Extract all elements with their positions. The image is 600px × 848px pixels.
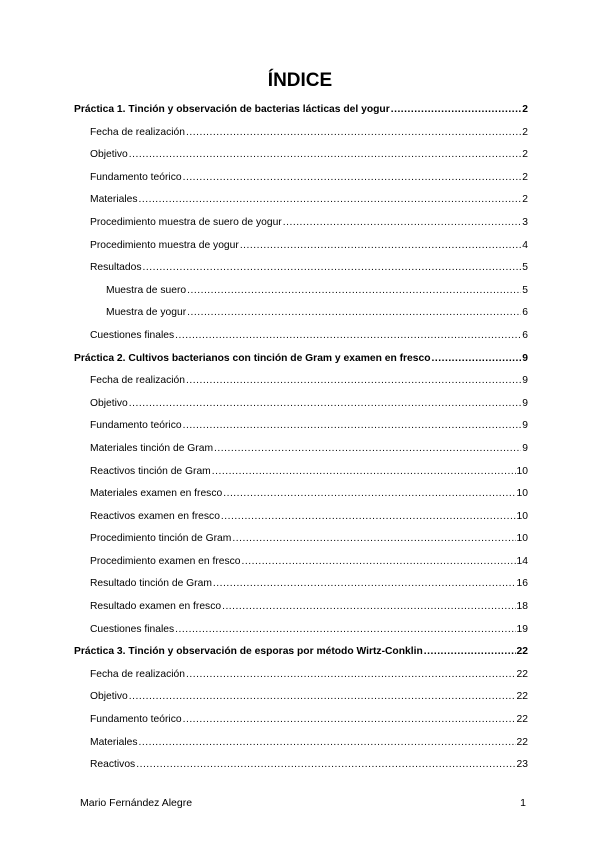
toc-dot-leader <box>391 104 522 115</box>
toc-entry-page: 10 <box>516 488 528 500</box>
toc-entry-page: 22 <box>516 668 528 680</box>
toc-dot-leader <box>175 624 515 635</box>
toc-entry-title: Materiales examen en fresco <box>90 488 223 500</box>
toc-entry-page: 10 <box>516 465 528 477</box>
toc-entry-page: 9 <box>522 375 528 387</box>
toc-entry-page: 10 <box>516 533 528 545</box>
toc-dot-leader <box>187 307 521 318</box>
toc-dot-leader <box>143 262 522 273</box>
toc-dot-leader <box>222 601 515 612</box>
toc-dot-leader <box>242 556 516 567</box>
toc-dot-leader <box>213 578 516 589</box>
toc-dot-leader <box>283 217 522 228</box>
toc-entry-page: 9 <box>522 352 528 364</box>
toc-entry-page: 2 <box>522 171 528 183</box>
toc-dot-leader <box>183 172 522 183</box>
toc-entry[interactable] <box>74 714 528 737</box>
toc-entry-title: Procedimiento muestra de yogur <box>90 239 239 251</box>
toc-dot-leader <box>187 285 521 296</box>
toc-entry[interactable] <box>74 330 528 353</box>
toc-entry-page: 19 <box>516 623 528 635</box>
toc-entry-page: 16 <box>516 578 528 590</box>
toc-entry-page: 3 <box>522 216 528 228</box>
toc-entry-title: Fecha de realización <box>90 375 186 387</box>
toc-entry[interactable] <box>74 691 528 714</box>
toc-dot-leader <box>139 737 516 748</box>
toc-entry-title: Procedimiento tinción de Gram <box>90 533 232 545</box>
toc-dot-leader <box>183 420 522 431</box>
toc-entry[interactable] <box>74 488 528 511</box>
toc-entry-title: Práctica 2. Cultivos bacterianos con tinción de Gram y examen en fresco <box>74 352 431 364</box>
toc-entry-page: 22 <box>516 691 528 703</box>
toc-entry-title: Fecha de realización <box>90 668 186 680</box>
toc-entry-title: Materiales <box>90 736 138 748</box>
toc-entry[interactable] <box>74 533 528 556</box>
toc-dot-leader <box>129 398 521 409</box>
toc-entry-title: Resultado tinción de Gram <box>90 578 212 590</box>
toc-entry-title: Objetivo <box>90 691 128 703</box>
toc-dot-leader <box>424 646 516 657</box>
toc-entry-title: Objetivo <box>90 397 128 409</box>
toc-dot-leader <box>183 714 516 725</box>
toc-entry-title: Reactivos examen en fresco <box>90 510 220 522</box>
toc-entry-title: Fecha de realización <box>90 126 186 138</box>
toc-entry[interactable] <box>74 578 528 601</box>
toc-entry[interactable] <box>74 624 528 647</box>
toc-dot-leader <box>139 194 522 205</box>
toc-entry-title: Materiales tinción de Gram <box>90 442 214 454</box>
toc-entry-page: 2 <box>522 149 528 161</box>
toc-entry-title: Fundamento teórico <box>90 714 182 726</box>
toc-dot-leader <box>212 466 516 477</box>
toc-entry[interactable] <box>74 398 528 421</box>
toc-dot-leader <box>432 353 522 364</box>
toc-chapter-entry[interactable] <box>74 353 528 376</box>
toc-entry-page: 5 <box>522 284 528 296</box>
toc-dot-leader <box>240 240 521 251</box>
toc-entry-page: 4 <box>522 239 528 251</box>
toc-entry-title: Reactivos tinción de Gram <box>90 465 211 477</box>
toc-entry-page: 22 <box>516 736 528 748</box>
toc-chapter-entry[interactable] <box>74 104 528 127</box>
toc-entry[interactable] <box>74 759 528 782</box>
toc-entry-page: 9 <box>522 397 528 409</box>
toc-entry[interactable] <box>74 194 528 217</box>
toc-entry-page: 6 <box>522 307 528 319</box>
toc-entry[interactable] <box>74 240 528 263</box>
toc-entry-title: Muestra de suero <box>106 284 187 296</box>
toc-entry-page: 23 <box>516 759 528 771</box>
toc-dot-leader <box>175 330 521 341</box>
toc-dot-leader <box>221 511 516 522</box>
toc-entry-title: Fundamento teórico <box>90 171 182 183</box>
toc-entry-page: 10 <box>516 510 528 522</box>
toc-entry[interactable] <box>74 556 528 579</box>
toc-chapter-entry[interactable] <box>74 646 528 669</box>
toc-entry-page: 6 <box>522 329 528 341</box>
toc-dot-leader <box>129 691 516 702</box>
page-footer <box>80 797 526 809</box>
toc-entry[interactable] <box>74 511 528 534</box>
toc-entry-title: Procedimiento examen en fresco <box>90 555 241 567</box>
toc-entry-title: Muestra de yogur <box>106 307 187 319</box>
toc-entry-title: Reactivos <box>90 759 136 771</box>
toc-dot-leader <box>214 443 521 454</box>
toc-entry-title: Práctica 3. Tinción y observación de esporas por método Wirtz-Conklin <box>74 646 423 658</box>
toc-entry-page: 5 <box>522 262 528 274</box>
toc-entry-title: Fundamento teórico <box>90 420 182 432</box>
toc-dot-leader <box>136 759 515 770</box>
toc-dot-leader <box>223 488 515 499</box>
toc-entry[interactable] <box>74 669 528 692</box>
toc-entry-title: Práctica 1. Tinción y observación de bacterias lácticas del yogur <box>74 104 390 115</box>
table-of-contents <box>74 104 528 782</box>
toc-entry[interactable] <box>74 737 528 760</box>
toc-entry[interactable] <box>74 285 528 308</box>
toc-entry[interactable] <box>74 127 528 150</box>
toc-dot-leader <box>186 375 521 386</box>
toc-entry-page: 2 <box>522 104 528 115</box>
toc-entry-title: Resultado examen en fresco <box>90 601 222 613</box>
toc-entry-title: Objetivo <box>90 149 128 161</box>
footer-page-number: 1 <box>520 797 526 809</box>
toc-dot-leader <box>129 149 521 160</box>
toc-entry[interactable] <box>74 172 528 195</box>
toc-entry-title: Procedimiento muestra de suero de yogur <box>90 216 282 228</box>
toc-entry-title: Resultados <box>90 262 142 274</box>
toc-entry-title: Cuestiones finales <box>90 329 175 341</box>
toc-dot-leader <box>186 127 521 138</box>
toc-entry[interactable] <box>74 601 528 624</box>
toc-dot-leader <box>232 533 515 544</box>
footer-author: Mario Fernández Alegre <box>80 797 193 809</box>
toc-entry-page: 18 <box>516 601 528 613</box>
toc-entry[interactable] <box>74 262 528 285</box>
toc-entry[interactable] <box>74 443 528 466</box>
toc-entry[interactable] <box>74 420 528 443</box>
toc-dot-leader <box>186 669 516 680</box>
toc-entry[interactable] <box>74 307 528 330</box>
toc-entry[interactable] <box>74 149 528 172</box>
toc-entry[interactable] <box>74 217 528 240</box>
index-title: ÍNDICE <box>267 70 333 91</box>
toc-entry-page: 9 <box>522 420 528 432</box>
toc-entry-page: 9 <box>522 442 528 454</box>
toc-entry-title: Materiales <box>90 194 138 206</box>
toc-entry-page: 22 <box>516 646 528 658</box>
toc-entry-page: 2 <box>522 126 528 138</box>
toc-entry-page: 2 <box>522 194 528 206</box>
toc-entry-page: 22 <box>516 714 528 726</box>
toc-entry-title: Cuestiones finales <box>90 623 175 635</box>
toc-entry[interactable] <box>74 375 528 398</box>
toc-entry-page: 14 <box>516 555 528 567</box>
toc-entry[interactable] <box>74 466 528 489</box>
